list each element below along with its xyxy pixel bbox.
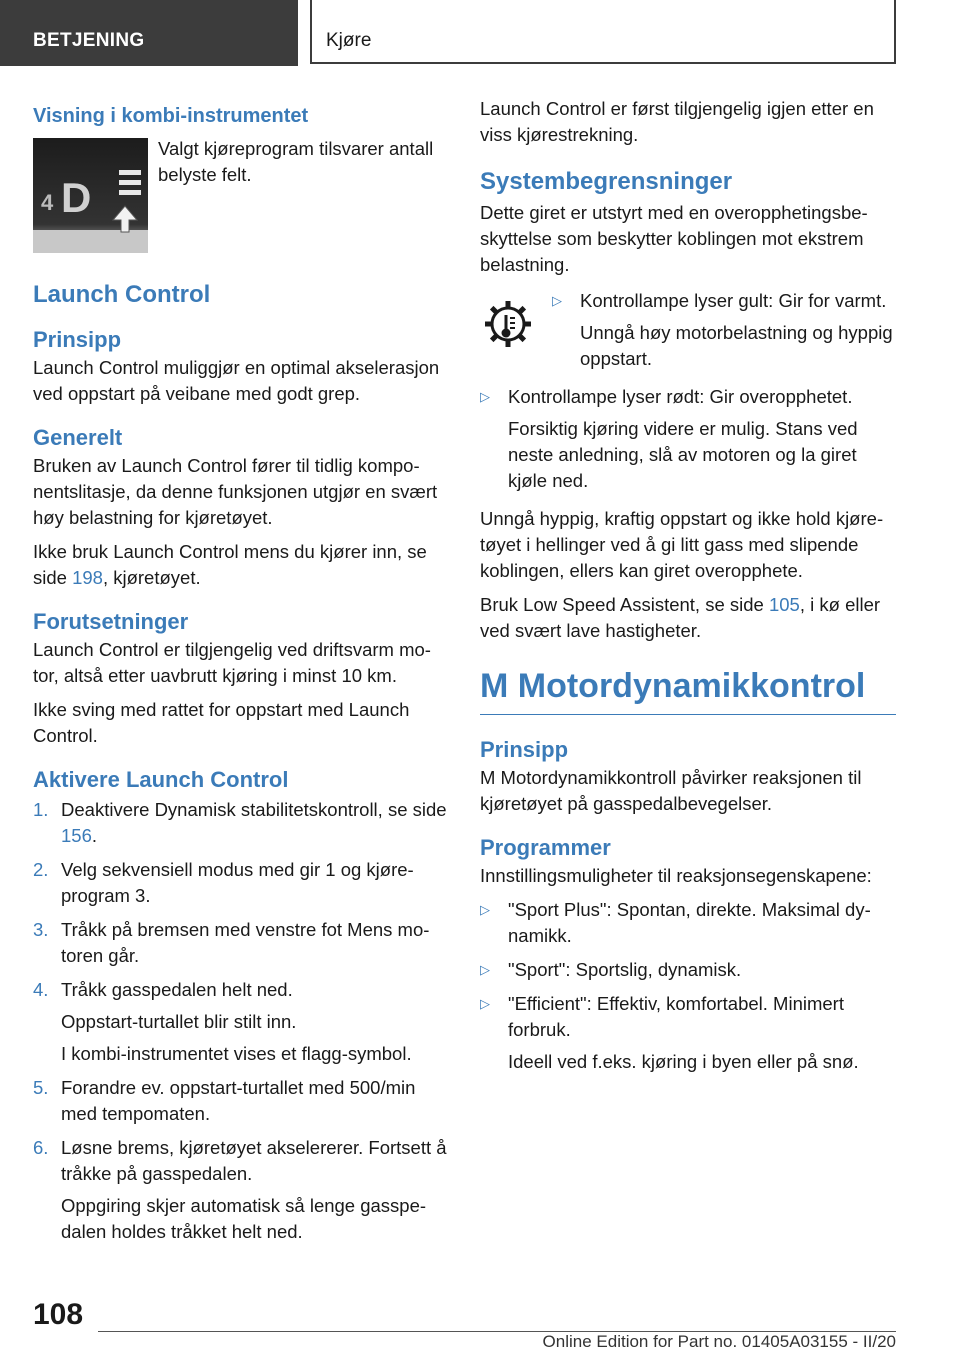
step-subtext: I kombi-instrumentet vises et flagg-symbol. — [61, 1043, 412, 1064]
bullet-icon: ▷ — [552, 293, 562, 308]
list-item — [33, 917, 449, 969]
list-item — [480, 897, 896, 949]
forutsetninger-text: Launch Control er tilgjengelig ved driftsvarm motor, altså etter uavbrutt kjøring i minst 10 km. — [33, 639, 431, 686]
lamp-subtext: Forsiktig kjøring videre er mulig. Stans ved neste anledning, slå av motoren og la giret kjøle ned. — [508, 418, 858, 491]
system-heading: Systembegrensninger — [480, 168, 733, 195]
gear-letter: D — [61, 174, 92, 221]
m-prinsipp-heading: Prinsipp — [480, 737, 569, 762]
programmer-text: Innstillingsmuligheter til reaksjonsegenskapene: — [480, 865, 872, 886]
lamp-subtext: Unngå høy motorbelastning og hyppig oppstart. — [580, 322, 893, 369]
left-column — [33, 96, 449, 1253]
list-item — [552, 288, 896, 372]
avoid-text: Unngå hyppig, kraftig oppstart og ikke hold kjøretøyet i hellinger ved å gi litt gass med slipende koblingen, ellers kan giret overopphete. — [480, 508, 884, 581]
step-number: 2. — [33, 859, 49, 880]
lamp-text: Kontrollampe lyser gult: Gir for varmt. — [580, 290, 887, 311]
m-title: M Motordynamikkontrol — [480, 664, 896, 715]
step-text: Velg sekvensiell modus med gir 1 og kjøreprogram 3. — [61, 859, 414, 906]
drive-program-display-image — [33, 138, 148, 253]
page-link-198[interactable]: 198 — [72, 567, 103, 588]
gearbox-temperature-warning-icon — [480, 296, 536, 352]
step-number: 1. — [33, 799, 49, 820]
chapter-label: Kjøre — [310, 0, 896, 64]
gear-digit: 4 — [41, 190, 54, 215]
list-item — [480, 384, 896, 494]
programmer-heading: Programmer — [480, 835, 611, 860]
lamp-list-2 — [480, 384, 896, 494]
low-speed-text-b: , i kø eller ved svært lave hastigheter. — [480, 594, 881, 641]
list-item — [33, 797, 449, 849]
page-number: 108 — [33, 1298, 84, 1331]
page-header — [0, 0, 960, 66]
section-label: BETJENING — [0, 0, 298, 66]
program-bars-icon — [119, 170, 141, 195]
step-text: Forandre ev. oppstart-turtallet med 500/min med tempomaten. — [61, 1077, 416, 1124]
step-text: Løsne brems, kjøretøyet akselererer. Fortsett å tråkke på gasspedalen. — [61, 1137, 447, 1184]
forutsetninger-text-2: Ikke sving med rattet for oppstart med Launch Control. — [33, 699, 410, 746]
list-item — [33, 857, 449, 909]
step-subtext: Oppstart-turtallet blir stilt inn. — [61, 1011, 297, 1032]
page-link-105[interactable]: 105 — [768, 594, 800, 615]
step-text: Tråkk gasspedalen helt ned. — [61, 979, 293, 1000]
program-text: "Efficient": Effektiv, komfortabel. Minimert forbruk. — [508, 993, 844, 1040]
generelt-heading: Generelt — [33, 425, 123, 450]
display-text: Valgt kjøreprogram tilsvarer antall belyste felt. — [158, 138, 434, 185]
system-text: Dette giret er utstyrt med en overopphetingsbeskyttelse som beskytter koblingen mot ekstrem belastning. — [480, 202, 868, 275]
bullet-icon: ▷ — [480, 996, 490, 1011]
list-item — [480, 991, 896, 1075]
program-text: "Sport": Sportslig, dynamisk. — [508, 959, 742, 980]
low-speed-text-a: Bruk Low Speed Assistent, se side — [480, 594, 769, 615]
intro-text: Launch Control er først tilgjengelig igjen etter en viss kjørestrekning. — [480, 98, 874, 145]
bullet-icon: ▷ — [480, 902, 490, 917]
aktivere-heading: Aktivere Launch Control — [33, 767, 289, 792]
m-prinsipp-text: M Motordynamikkontroll påvirker reaksjonen til kjøretøyet på gasspedalbevegelser. — [480, 767, 862, 814]
lamp-text: Kontrollampe lyser rødt: Gir overopphetet. — [508, 386, 853, 407]
step-text: Tråkk på bremsen med venstre fot Mens motoren går. — [61, 919, 430, 966]
step-number: 6. — [33, 1137, 49, 1158]
right-column — [480, 96, 896, 1083]
program-subtext: Ideell ved f.eks. kjøring i byen eller på snø. — [508, 1051, 859, 1072]
step-text-end: . — [91, 825, 98, 846]
display-heading: Visning i kombi-instrumentet — [33, 105, 309, 127]
page-link-156[interactable]: 156 — [61, 825, 92, 846]
prinsipp-heading: Prinsipp — [33, 327, 122, 352]
generelt-text-2 — [33, 539, 449, 591]
list-item — [33, 1135, 449, 1245]
program-text: "Sport Plus": Spontan, direkte. Maksimal dynamikk. — [508, 899, 871, 946]
prinsipp-text: Launch Control muliggjør en optimal akselerasjon ved oppstart på veibane med godt grep. — [33, 357, 440, 404]
step-text: Deaktivere Dynamisk stabilitetskontroll, se side — [61, 799, 447, 820]
step-subtext: Oppgiring skjer automatisk så lenge gasspedalen holdes tråkket helt ned. — [61, 1195, 427, 1242]
step-number: 4. — [33, 979, 49, 1000]
step-number: 3. — [33, 919, 49, 940]
lamp-list-1 — [552, 288, 896, 380]
list-item — [33, 1075, 449, 1127]
list-item — [33, 977, 449, 1067]
list-item — [480, 957, 896, 983]
edition-text: Online Edition for Part no. 01405A03155 - II/20 — [542, 1332, 896, 1351]
low-speed-text — [480, 592, 896, 644]
steps-list — [33, 797, 449, 1245]
bullet-icon: ▷ — [480, 389, 490, 404]
step-number: 5. — [33, 1077, 49, 1098]
programs-list — [480, 897, 896, 1075]
bullet-icon: ▷ — [480, 962, 490, 977]
generelt-text: Bruken av Launch Control fører til tidlig komponentslitasje, da denne funksjonen utgjør en svært høy belastning for kjøretøyet. — [33, 455, 438, 528]
generelt-text-2b: , kjøretøyet. — [102, 567, 201, 588]
generelt-text-2a: Ikke bruk Launch Control mens du kjører inn, se side — [33, 541, 427, 588]
forutsetninger-heading: Forutsetninger — [33, 609, 189, 634]
launch-control-title: Launch Control — [33, 281, 211, 308]
